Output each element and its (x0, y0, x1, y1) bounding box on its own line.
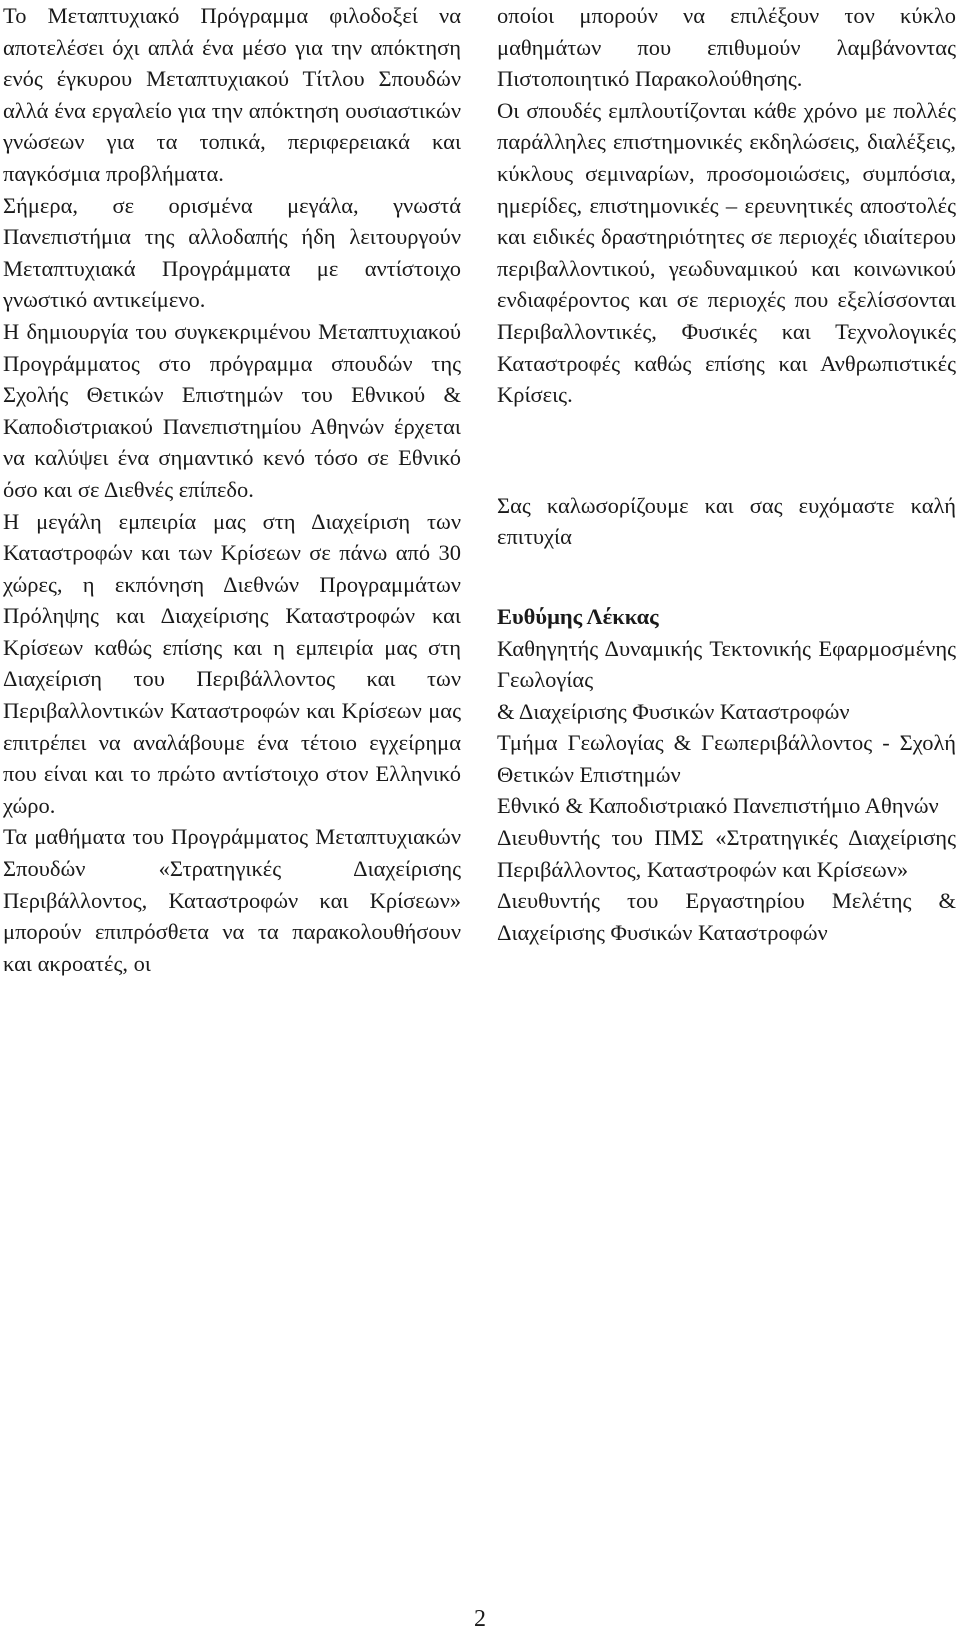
paragraph-program-ambition: Το Μεταπτυχιακό Πρόγραμμα φιλοδοξεί να αποτελέσει όχι απλά ένα μέσο για την απόκτηση ενός έγκυρου Μεταπτυχιακού Τίτλου Σπουδών αλλά ένα εργαλείο για την απόκτηση ουσιαστικών γνώσεων για τα τοπικά, περιφερειακά και παγκόσμια προβλήματα. (3, 3, 461, 186)
signer-title-line: Καθηγητής Δυναμικής Τεκτονικής Εφαρμοσμένης Γεωλογίας (497, 635, 956, 693)
signer-title-line: Διευθυντής του ΠΜΣ «Στρατηγικές Διαχείρισης Περιβάλλοντος, Καταστροφών και Κρίσεων» (497, 825, 956, 882)
paragraph-foreign-universities: Σήμερα, σε ορισμένα μεγάλα, γνωστά Πανεπιστήμια της αλλοδαπής ήδη λειτουργούν Μεταπτυχιακά Προγράμματα με αντίστοιχο γνωστικό αντικείμενο. (3, 192, 461, 313)
right-column (497, 0, 956, 948)
paragraph-activities: Οι σπουδές εμπλουτίζονται κάθε χρόνο με πολλές παράλληλες επιστημονικές εκδηλώσεις, διαλέξεις, κύκλους σεμιναρίων, προσομοιώσεις, συμπόσια, ημερίδες, επιστημονικές – ερευνητικές αποστολές και ειδικές δραστηριότητες σε περιοχές ιδιαίτερου περιβαλλοντικού, γεωδυναμικού και κοινωνικού ενδιαφέροντος και σε περιοχές που εξελίσσονται Περιβαλλοντικές, Φυσικές και Τεχνολογικές Καταστροφές καθώς επίσης και Ανθρωπιστικές Κρίσεις. (497, 97, 956, 408)
spacer (497, 553, 956, 601)
left-column (3, 0, 461, 979)
signer-title-line: Διευθυντής του Εργαστηρίου Μελέτης & Διαχείρισης Φυσικών Καταστροφών (497, 888, 956, 945)
signer-title-line: Εθνικό & Καποδιστριακό Πανεπιστήμιο Αθηνών (497, 793, 939, 819)
closing-greeting: Σας καλωσορίζουμε και σας ευχόμαστε καλή επιτυχία (497, 492, 956, 550)
paragraph-program-creation: Η δημιουργία του συγκεκριμένου Μεταπτυχιακού Προγράμματος στο πρόγραμμα σπουδών της Σχολής Θετικών Επιστημών του Εθνικού & Καποδιστριακού Πανεπιστημίου Αθηνών έρχεται να καλύψει ένα σημαντικό κενό τόσο σε Εθνικό όσο και σε Διεθνές επίπεδο. (3, 318, 461, 502)
paragraph-experience: Η μεγάλη εμπειρία μας στη Διαχείριση των Καταστροφών και των Κρίσεων σε πάνω από 30 χώρες, η εκπόνηση Διεθνών Προγραμμάτων Πρόληψης και Διαχείρισης Καταστροφών και Κρίσεων καθώς επίσης και η εμπειρία μας στη Διαχείριση του Περιβάλλοντος και των Περιβαλλοντικών Καταστροφών και Κρίσεων μας επιτρέπει να αναλάβουμε ένα τέτοιο εγχείρημα που είναι και το πρώτο αντίστοιχο στον Ελληνικό χώρο. (3, 508, 461, 818)
signature-block (497, 601, 956, 949)
signer-title-line: Τμήμα Γεωλογίας & Γεωπεριβάλλοντος - Σχολή Θετικών Επιστημών (497, 730, 956, 787)
spacer (497, 411, 956, 490)
signer-name: Ευθύμης Λέκκας (497, 603, 659, 629)
page-number: 2 (474, 1606, 486, 1632)
signer-title-line: & Διαχείρισης Φυσικών Καταστροφών (497, 698, 850, 724)
paragraph-certificate: οποίοι μπορούν να επιλέξουν τον κύκλο μαθημάτων που επιθυμούν λαμβάνοντας Πιστοποιητικό Παρακολούθησης. (497, 3, 956, 92)
paragraph-courses-auditors: Τα μαθήματα του Προγράμματος Μεταπτυχιακών Σπουδών «Στρατηγικές Διαχείρισης Περιβάλλοντος, Καταστροφών και Κρίσεων» μπορούν επιπρόσθετα να τα παρακολουθήσουν και ακροατές, οι (3, 824, 461, 976)
